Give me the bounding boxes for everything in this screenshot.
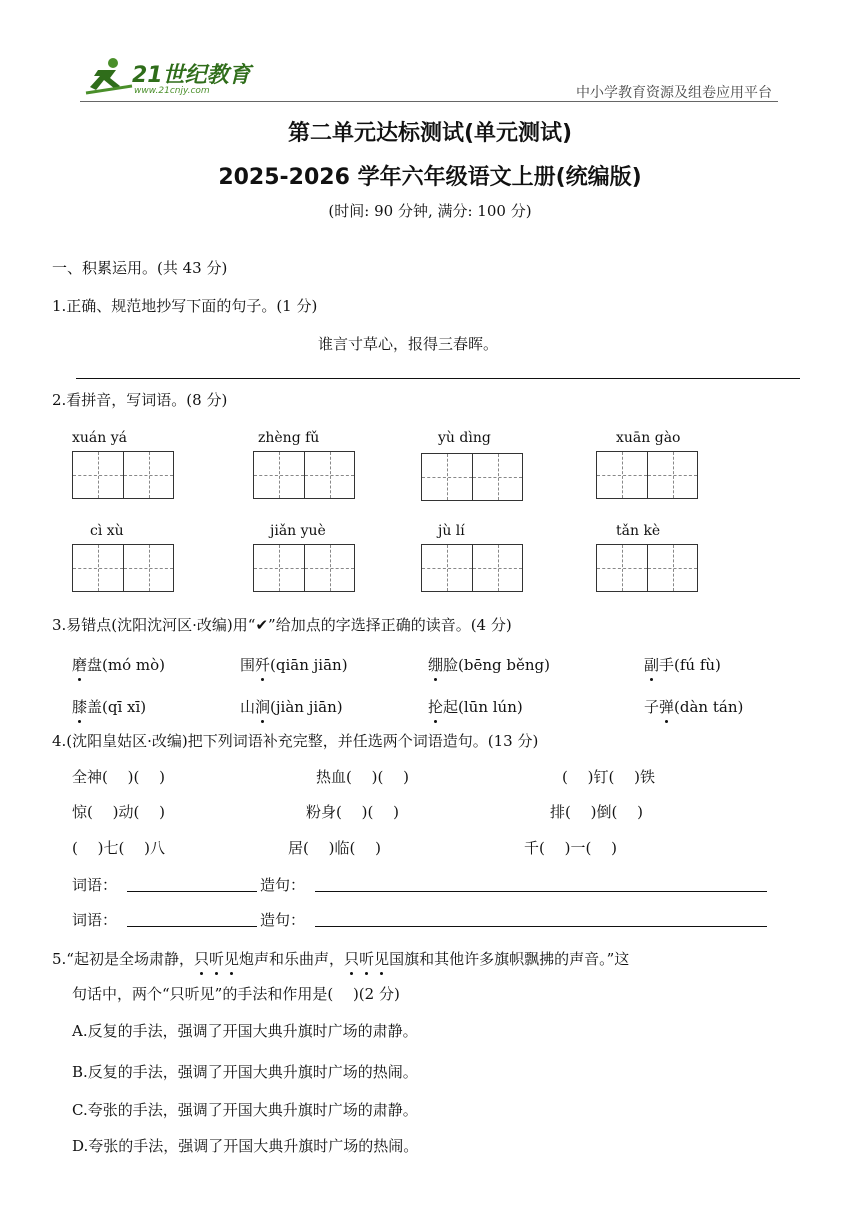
- q4-word-blank[interactable]: [127, 891, 257, 892]
- q3-prefix: 山: [240, 698, 256, 716]
- q2-char-grid[interactable]: [253, 451, 355, 499]
- q5-dotted-char: 只: [344, 950, 360, 968]
- q4-word-blank[interactable]: [127, 926, 257, 927]
- q3-dotted-char: 抡: [428, 698, 444, 716]
- q1-sentence: 谁言寸草心，报得三春晖。: [318, 335, 499, 353]
- q3-options: 盘(mó mò): [87, 656, 165, 674]
- q2-pinyin: jiǎn yuè: [270, 523, 326, 539]
- q2-char-grid[interactable]: [421, 544, 523, 592]
- q4-word-label: 词语：: [72, 911, 118, 929]
- q2-pinyin: tǎn kè: [616, 523, 661, 539]
- q5-text: 5.“起初是全场肃静，: [52, 950, 194, 968]
- q3-prompt: 3.易错点(沈阳沈河区·改编)用“✔”给加点的字选择正确的读音。(4 分): [52, 616, 512, 634]
- q3-item[interactable]: [644, 696, 743, 717]
- q5-stem-line-1: [52, 948, 629, 969]
- q4-sentence-label: 造句：: [260, 876, 306, 894]
- q5-dotted-char: 听: [209, 950, 225, 968]
- q3-dotted-char: 磨: [72, 656, 88, 674]
- q4-word-label: 词语：: [72, 876, 118, 894]
- logo-url: www.21cnjy.com: [134, 86, 210, 96]
- q3-item[interactable]: [72, 696, 146, 717]
- exam-info: (时间: 90 分钟, 满分: 100 分): [328, 202, 532, 220]
- header-rule: [80, 101, 778, 102]
- q3-item[interactable]: [72, 654, 165, 675]
- q2-pinyin: xuān gào: [616, 430, 681, 446]
- q5-dotted-phrase: [194, 950, 239, 968]
- q2-prompt: 2.看拼音，写词语。(8 分): [52, 391, 228, 409]
- q3-options: 脸(bēng běng): [443, 656, 550, 674]
- q3-item[interactable]: [428, 696, 523, 717]
- q2-char-grid[interactable]: [72, 544, 174, 592]
- q4-idiom[interactable]: 千( )一( ): [524, 839, 617, 857]
- q4-idiom[interactable]: 居( )临( ): [288, 839, 381, 857]
- q3-item[interactable]: [644, 654, 721, 675]
- q2-pinyin: xuán yá: [72, 430, 127, 446]
- q2-char-grid[interactable]: [596, 544, 698, 592]
- q4-idiom[interactable]: 粉身( )( ): [306, 803, 399, 821]
- q2-pinyin: cì xù: [90, 523, 124, 539]
- q3-item[interactable]: [240, 696, 343, 717]
- q3-dotted-char: 膝: [72, 698, 88, 716]
- q4-idiom[interactable]: 惊( )动( ): [72, 803, 165, 821]
- q3-dotted-char: 弹: [659, 698, 675, 716]
- q4-idiom[interactable]: 全神( )( ): [72, 768, 165, 786]
- platform-name: 中小学教育资源及组卷应用平台: [576, 85, 772, 101]
- q3-dotted-char: 副: [644, 656, 660, 674]
- q1-answer-line[interactable]: [76, 378, 800, 379]
- title-line-1: 第二单元达标测试(单元测试): [287, 121, 573, 146]
- q3-options: (dàn tán): [674, 698, 744, 716]
- q5-dotted-char: 听: [359, 950, 375, 968]
- q5-option[interactable]: A.反复的手法，强调了开国大典升旗时广场的肃静。: [72, 1022, 418, 1040]
- q4-sentence-blank[interactable]: [315, 891, 767, 892]
- section-heading: 一、积累运用。(共 43 分): [52, 259, 228, 277]
- logo-text: 21世纪教育: [132, 63, 251, 88]
- q3-prefix: 子: [644, 698, 660, 716]
- q4-idiom[interactable]: ( )钉( )铁: [562, 768, 655, 786]
- title-line-2: 2025-2026 学年六年级语文上册(统编版): [218, 165, 642, 190]
- q3-dotted-char: 歼: [255, 656, 271, 674]
- q2-char-grid[interactable]: [72, 451, 174, 499]
- q3-dotted-char: 绷: [428, 656, 444, 674]
- q5-text: 炮声和乐曲声，: [239, 950, 345, 968]
- q5-dotted-phrase: [344, 950, 389, 968]
- q2-pinyin: jù lí: [438, 523, 465, 539]
- q5-option[interactable]: C.夸张的手法，强调了开国大典升旗时广场的肃静。: [72, 1101, 418, 1119]
- q4-sentence-label: 造句：: [260, 911, 306, 929]
- q3-options: (jiàn jiān): [270, 698, 343, 716]
- q4-sentence-blank[interactable]: [315, 926, 767, 927]
- q3-item[interactable]: [428, 654, 550, 675]
- q2-char-grid[interactable]: [253, 544, 355, 592]
- q5-option[interactable]: D.夸张的手法，强调了开国大典升旗时广场的热闹。: [72, 1137, 419, 1155]
- q3-dotted-char: 涧: [255, 698, 271, 716]
- q5-text: 国旗和其他许多旗帜飘拂的声音。”这: [389, 950, 630, 968]
- q4-prompt: 4.(沈阳皇姑区·改编)把下列词语补充完整，并任选两个词语造句。(13 分): [52, 732, 539, 750]
- q5-dotted-char: 见: [224, 950, 240, 968]
- q2-char-grid[interactable]: [596, 451, 698, 499]
- q3-options: 起(lūn lún): [443, 698, 523, 716]
- q1-prompt: 1.正确、规范地抄写下面的句子。(1 分): [52, 297, 318, 315]
- q4-idiom[interactable]: 热血( )( ): [316, 768, 409, 786]
- q2-pinyin: yù dìng: [438, 430, 491, 446]
- q3-prefix: 围: [240, 656, 256, 674]
- q2-pinyin: zhèng fǔ: [258, 430, 320, 446]
- runner-logo-icon: [84, 56, 134, 96]
- q3-options: (qiān jiān): [270, 656, 348, 674]
- q5-dotted-char: 见: [374, 950, 390, 968]
- q3-options: 手(fú fù): [659, 656, 721, 674]
- q3-options: 盖(qī xī): [87, 698, 147, 716]
- q2-char-grid[interactable]: [421, 453, 523, 501]
- q5-dotted-char: 只: [193, 950, 209, 968]
- q3-item[interactable]: [240, 654, 348, 675]
- q4-idiom[interactable]: ( )七( )八: [72, 839, 165, 857]
- q5-option[interactable]: B.反复的手法，强调了开国大典升旗时广场的热闹。: [72, 1063, 418, 1081]
- q4-idiom[interactable]: 排( )倒( ): [550, 803, 643, 821]
- q5-stem-line-2: 句话中，两个“只听见”的手法和作用是( )(2 分): [72, 985, 400, 1003]
